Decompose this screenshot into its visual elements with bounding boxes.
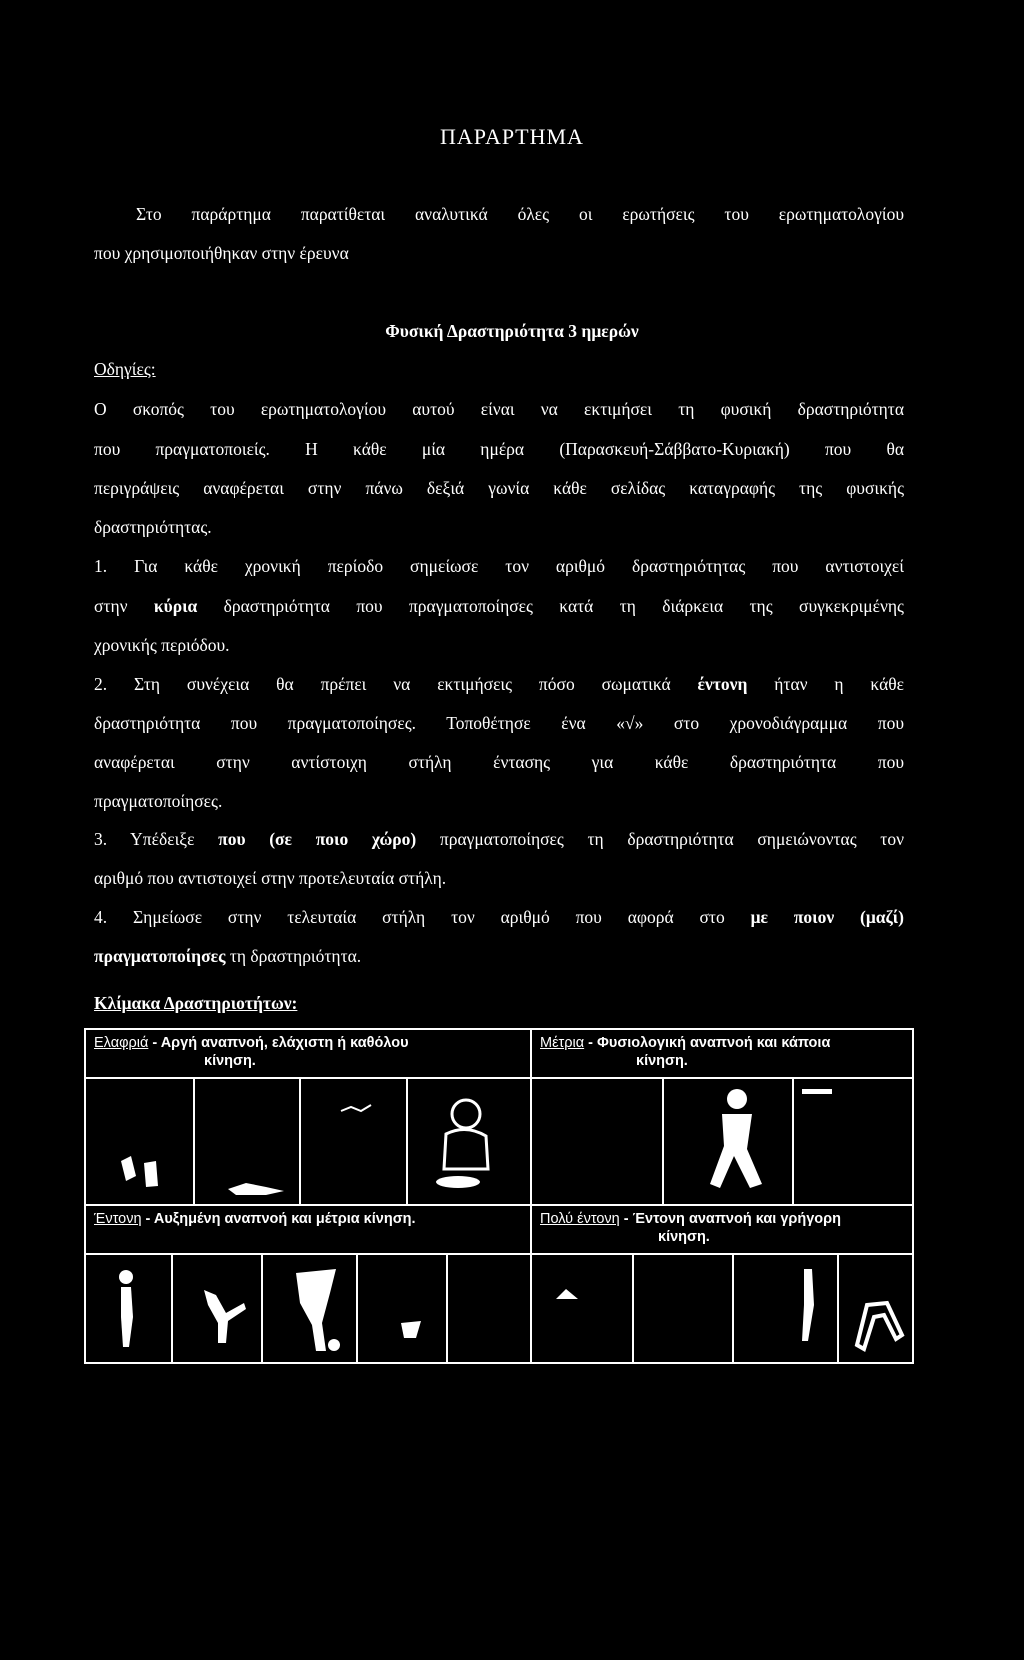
item2-bold-intense: έντονη [697, 674, 748, 694]
item3-text-rest: πραγματοποίησες τη δραστηριότητα σημειώνοντας τον [416, 829, 904, 849]
light-label: Ελαφριά [94, 1035, 149, 1051]
item3-text: 3. Υπέδειξε [94, 829, 219, 849]
item2-text: 2. Στη συνέχεια θα πρέπει να εκτιμήσεις πόσο σωματικά [94, 674, 698, 694]
para1-line-3: περιγράψεις αναφέρεται στην πάνω δεξιά γωνία κάθε σελίδας καταγραφής της φυσικής [94, 478, 904, 498]
item4-line-1 [94, 907, 904, 928]
lying-person-icon [226, 1169, 286, 1199]
divider [261, 1255, 263, 1362]
item1-text-rest: δραστηριότητα που πραγματοποίησες κατά τη διάρκεια της συγκεκριμένης [197, 596, 904, 616]
para1-line-1: Ο σκοπός του ερωτηματολογίου αυτού είναι να εκτιμήσει τη φυσική δραστηριότητα [94, 399, 904, 419]
very-vigorous-icons [531, 1254, 913, 1363]
divider [837, 1255, 839, 1362]
page-title: ΠΑΡΑΡΤΗΜΑ [440, 124, 584, 149]
item4-bold-with-whom: με ποιον (μαζί) [750, 907, 905, 927]
item2-text-rest: ήταν η κάθε [747, 674, 905, 694]
divider [662, 1079, 664, 1204]
soccer-player-icon [286, 1263, 346, 1358]
vigorous-label: Έντονη [94, 1211, 142, 1227]
very-vigorous-desc: - Έντονη αναπνοή και γρήγορη [619, 1211, 841, 1227]
light-desc: - Αργή αναπνοή, ελάχιστη ή καθόλου [148, 1035, 409, 1051]
small-figure-icon [552, 1285, 582, 1305]
light-desc-2: κίνηση. [204, 1053, 256, 1069]
intro-line-1: Στο παράρτημα παρατίθεται αναλυτικά όλες οι ερωτήσεις του ερωτηματολογίου [136, 204, 904, 224]
small-figure-icon [800, 1087, 844, 1097]
skater-icon [196, 1285, 251, 1345]
moderate-label: Μέτρια [540, 1035, 585, 1051]
vigorous-header [85, 1205, 531, 1254]
para1-line-2: που πραγματοποιείς. Η κάθε μία ημέρα (Παρασκευή-Σάββατο-Κυριακή) που θα [94, 439, 904, 459]
item3-line-1 [94, 829, 904, 850]
item4-bold-performed: πραγματοποίησες [94, 946, 226, 966]
divider [732, 1255, 734, 1362]
item2-line-4: πραγματοποίησες. [94, 791, 223, 811]
divider [406, 1079, 408, 1204]
person-eating-icon [426, 1094, 501, 1194]
item3-line-2: αριθμό που αντιστοιχεί στην προτελευταία στήλη. [94, 868, 447, 888]
para1-line-4: δραστηριότητας. [94, 517, 212, 537]
intro-line-2: που χρησιμοποιήθηκαν στην έρευνα [94, 243, 349, 263]
hurdler-icon [852, 1295, 907, 1355]
sitting-person-icon [116, 1151, 166, 1191]
moderate-header [531, 1029, 913, 1078]
divider [446, 1255, 448, 1362]
item1-bold-main: κύρια [153, 596, 198, 616]
very-vigorous-label: Πολύ έντονη [540, 1211, 620, 1227]
walking-person-icon [692, 1084, 772, 1194]
instructions-label: Οδηγίες: [94, 359, 156, 379]
moderate-icons [531, 1078, 913, 1205]
item1-line-1: 1. Για κάθε χρονική περίοδο σημείωσε τον αριθμό δραστηριότητας που αντιστοιχεί [94, 556, 904, 576]
light-header [85, 1029, 531, 1078]
item2-line-2: δραστηριότητα που πραγματοποίησες. Τοποθέτησε ένα «√» στο χρονοδιάγραμμα που [94, 713, 904, 733]
divider [356, 1255, 358, 1362]
item3-bold-place: που (σε ποιο χώρο) [218, 829, 417, 849]
very-vigorous-header [531, 1205, 913, 1254]
moderate-desc-2: κίνηση. [636, 1053, 688, 1069]
item1-line-3: χρονικής περιόδου. [94, 635, 230, 655]
small-figure-icon [396, 1313, 426, 1343]
scale-heading: Κλίμακα Δραστηριοτήτων: [94, 993, 298, 1013]
moderate-desc: - Φυσιολογική αναπνοή και κάποια [584, 1035, 831, 1051]
item4-text: 4. Σημείωσε στην τελευταία στήλη τον αριθμό που αφορά στο [94, 907, 751, 927]
runner-icon [792, 1265, 822, 1345]
divider [792, 1079, 794, 1204]
vigorous-icons [85, 1254, 531, 1363]
light-icons [85, 1078, 531, 1205]
section-heading: Φυσική Δραστηριότητα 3 ημερών [385, 321, 639, 341]
divider [171, 1255, 173, 1362]
divider [632, 1255, 634, 1362]
very-vigorous-desc-2: κίνηση. [658, 1229, 710, 1245]
divider [193, 1079, 195, 1204]
small-figure-icon [336, 1099, 376, 1119]
dancer-icon [111, 1267, 141, 1352]
divider [299, 1079, 301, 1204]
vigorous-desc: - Αυξημένη αναπνοή και μέτρια κίνηση. [141, 1211, 416, 1227]
item2-line-3: αναφέρεται στην αντίστοιχη στήλη έντασης για κάθε δραστηριότητα που [94, 752, 904, 772]
item1-text: στην [94, 596, 154, 616]
item2-line-1 [94, 674, 904, 695]
item4-text-rest: τη δραστηριότητα. [225, 946, 362, 966]
activity-scale-table [84, 1028, 914, 1660]
item4-line-2 [94, 946, 904, 967]
item1-line-2 [94, 596, 904, 617]
